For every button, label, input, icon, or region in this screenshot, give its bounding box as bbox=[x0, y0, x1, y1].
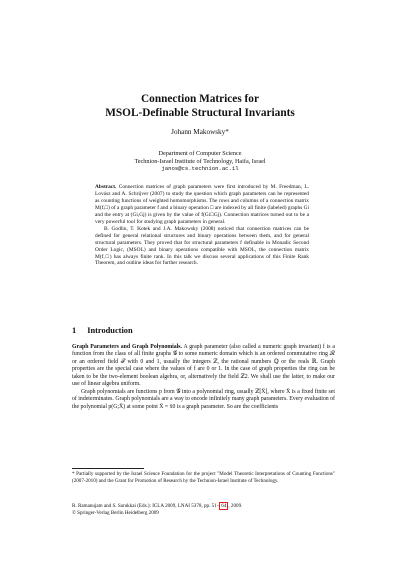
abstract-paragraph-1 bbox=[95, 184, 309, 226]
page-link[interactable]: 64 bbox=[221, 503, 227, 509]
abstract-text-1: Connection matrices of graph parameters were first introduced by M. Freedman, L. Lovász and A. Schrijver (2007) to study the question which graph parameters can be represented as counting functions of weighted homomorphisms. The rows and columns of a connection matrix M(f,□) of a graph parameter f and a binary operation □ are indexed by all finite (labeled) graphs Gi and the entry at (Gi,Gj) is given by the value of f(Gi□Gj). Connection matrices turned out to be a very powerful tool for studying graph parameters in general. bbox=[95, 184, 309, 225]
abstract-label: Abstract. bbox=[95, 184, 117, 190]
body-text-1: A graph parameter (also called a numeric graph invariant) f is a function from the class of all finite graphs 𝒢 to some numeric domain which is an ordered commutative ring ℛ or an ordered field ℱ with 0 and 1, usually the integers ℤ, the rational numbers ℚ or the reals ℝ. Graph properties are the special case where the values of f are 0 or 1. In the case of graph properties the ring can be taken to be the two-element boolean algebra, or, alternatively the field ℤ2. We shall use the latter, to make our use of linear algebra uniform. bbox=[72, 344, 335, 388]
section-title: Introduction bbox=[87, 326, 133, 335]
section-heading bbox=[72, 326, 133, 336]
title-line-1: Connection Matrices for bbox=[141, 93, 259, 105]
copyright-line: © Springer-Verlag Berlin Heidelberg 2009 bbox=[72, 509, 159, 516]
runin-heading: Graph Parameters and Graph Polynomials. bbox=[72, 344, 183, 350]
section-number: 1 bbox=[72, 326, 77, 335]
author-name: Johann Makowsky* bbox=[171, 128, 229, 136]
title-line-2: MSOL-Definable Structural Invariants bbox=[105, 107, 295, 119]
author-email: janos@cs.technion.ac.il bbox=[161, 165, 239, 173]
body-text bbox=[72, 344, 335, 411]
body-paragraph-2: Graph polynomials are functions p from 𝒢 into a polynomial ring, usually ℤ[X̄], where X̄ is a fixed finite set of indeterminates. Graph polynomials are a way to encode infinitely many graph parameters. Every evaluation of the polynomial p(G;X̄) at some point X̄ = x̄0 is a graph parameter. So are the coefficients bbox=[72, 388, 335, 410]
affiliation-institute: Technion-Israel Institute of Technology, Haifa, Israel bbox=[134, 157, 266, 165]
affiliation bbox=[0, 150, 400, 173]
affiliation-department: Department of Computer Science bbox=[158, 150, 242, 157]
publication-info bbox=[72, 503, 335, 516]
abstract-paragraph-2: B. Godlin, T. Kotek and J.A. Makowsky (2008) noticed that connection matrices can be defined for general relational structures and binary operations between them, and for general structural parameters. They proved that for structural parameters f definable in Monadic Second Order Logic, (MSOL) and binary operations compatible with MSOL, the connection matrix M(f,□) has always finite rank. In this talk we discuss several applications of this Finite Rank Theorem, and outline ideas for further research. bbox=[95, 225, 309, 267]
body-paragraph-1 bbox=[72, 344, 335, 389]
footnote bbox=[72, 471, 335, 484]
paper-title bbox=[0, 92, 400, 120]
abstract bbox=[95, 184, 309, 267]
publication-citation: R. Ramanujam and S. Sarukkai (Eds.): ICLA 2009, LNAI 5378, pp. 51– bbox=[72, 503, 220, 509]
publication-year: , 2009. bbox=[228, 503, 243, 509]
footnote-rule bbox=[72, 468, 144, 469]
footnote-text: * Partially supported by the Israel Science Foundation for the project "Model Theoretic Interpretations of Counting Functions" (2007-2010) and the Grant for Promotion of Research by the Technion-Israel Institute of Technology. bbox=[72, 471, 335, 484]
